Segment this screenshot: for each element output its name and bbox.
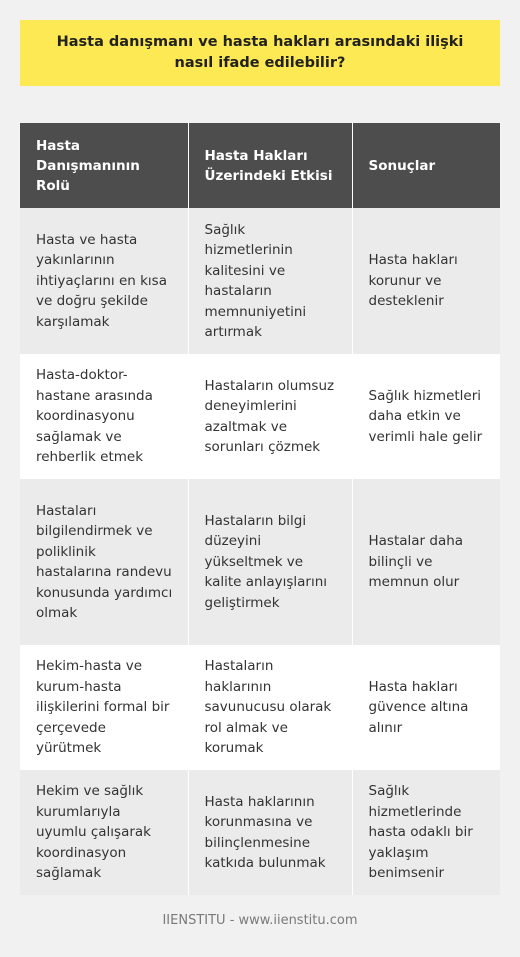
table-row xyxy=(20,208,500,354)
table-cell-role: Hekim ve sağlık kurumlarıyla uyumlu çalışarak koordinasyon sağlamak xyxy=(20,770,188,895)
table-cell-result: Hasta hakları güvence altına alınır xyxy=(352,645,500,770)
footer-attribution: IIENSTITU - www.iienstitu.com xyxy=(162,913,358,928)
table-cell-role: Hasta-doktor-hastane arasında koordinasyonu sağlamak ve rehberlik etmek xyxy=(20,354,188,479)
table-row xyxy=(20,770,500,895)
table-header xyxy=(20,123,500,208)
table-cell-result: Sağlık hizmetleri daha etkin ve verimli hale gelir xyxy=(352,354,500,479)
table-cell-effect: Hastaların haklarının savunucusu olarak rol almak ve korumak xyxy=(188,645,352,770)
table-cell-effect: Hastaların bilgi düzeyini yükseltmek ve kalite anlayışlarını geliştirmek xyxy=(188,479,352,645)
table-cell-result: Hasta hakları korunur ve desteklenir xyxy=(352,208,500,354)
table-cell-result: Sağlık hizmetlerinde hasta odaklı bir yaklaşım benimsenir xyxy=(352,770,500,895)
page-title: Hasta danışmanı ve hasta hakları arasındaki ilişki nasıl ifade edilebilir? xyxy=(20,20,500,86)
header-role: Hasta Danışmanının Rolü xyxy=(20,123,188,208)
table-cell-role: Hasta ve hasta yakınlarının ihtiyaçlarını en kısa ve doğru şekilde karşılamak xyxy=(20,208,188,354)
table-cell-result: Hastalar daha bilinçli ve memnun olur xyxy=(352,479,500,645)
table-cell-effect: Hastaların olumsuz deneyimlerini azaltmak ve sorunları çözmek xyxy=(188,354,352,479)
table-row xyxy=(20,479,500,645)
table-row xyxy=(20,645,500,770)
table-cell-role: Hekim-hasta ve kurum-hasta ilişkilerini formal bir çerçevede yürütmek xyxy=(20,645,188,770)
table-cell-effect: Hasta haklarının korunmasına ve bilinçlenmesine katkıda bulunmak xyxy=(188,770,352,895)
table-cell-effect: Sağlık hizmetlerinin kalitesini ve hastaların memnuniyetini artırmak xyxy=(188,208,352,354)
table-row xyxy=(20,354,500,479)
header-results: Sonuçlar xyxy=(352,123,500,208)
comparison-table xyxy=(20,123,500,895)
table-cell-role: Hastaları bilgilendirmek ve poliklinik hastalarına randevu konusunda yardımcı olmak xyxy=(20,479,188,645)
header-effect: Hasta Hakları Üzerindeki Etkisi xyxy=(188,123,352,208)
